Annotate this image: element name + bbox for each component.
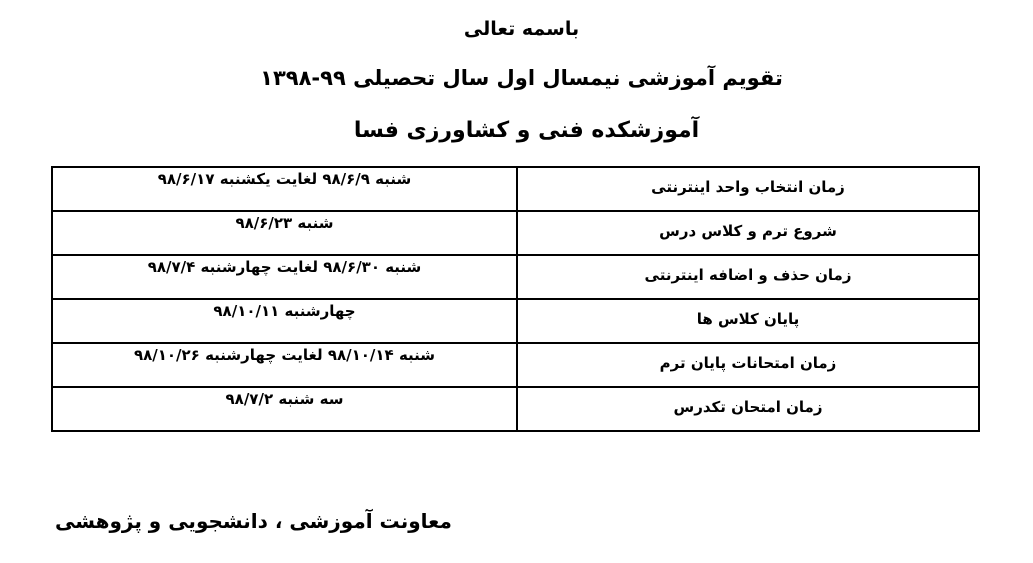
header-basmala: باسمه تعالی (463, 18, 580, 40)
event-label: شروع ترم و کلاس درس (517, 211, 979, 255)
event-label: زمان حذف و اضافه اینترنتی (517, 255, 979, 299)
event-date: شنبه ۹۸/۶/۳۰ لغایت چهارشنبه ۹۸/۷/۴ (52, 255, 517, 299)
event-date: شنبه ۹۸/۶/۹ لغایت یکشنبه ۹۸/۶/۱۷ (52, 167, 517, 211)
institution-name: آموزشکده فنی و کشاورزی فسا (353, 118, 700, 143)
event-date: شنبه ۹۸/۶/۲۳ (52, 211, 517, 255)
event-label: زمان امتحانات پایان ترم (517, 343, 979, 387)
table-row (52, 255, 979, 299)
event-label: زمان انتخاب واحد اینترنتی (517, 167, 979, 211)
table-row (52, 387, 979, 431)
event-date: شنبه ۹۸/۱۰/۱۴ لغایت چهارشنبه ۹۸/۱۰/۲۶ (52, 343, 517, 387)
page-title: تقویم آموزشی نیمسال اول سال تحصیلی ۹۹-۱۳۹۸ (260, 66, 783, 90)
event-date: سه شنبه ۹۸/۷/۲ (52, 387, 517, 431)
event-label: پایان کلاس ها (517, 299, 979, 343)
table-row (52, 343, 979, 387)
table-row (52, 299, 979, 343)
schedule-table (51, 166, 980, 432)
signature-office: معاونت آموزشی ، دانشجویی و پژوهشی (55, 509, 452, 533)
table-row (52, 211, 979, 255)
event-label: زمان امتحان تکدرس (517, 387, 979, 431)
table-row (52, 167, 979, 211)
event-date: چهارشنبه ۹۸/۱۰/۱۱ (52, 299, 517, 343)
